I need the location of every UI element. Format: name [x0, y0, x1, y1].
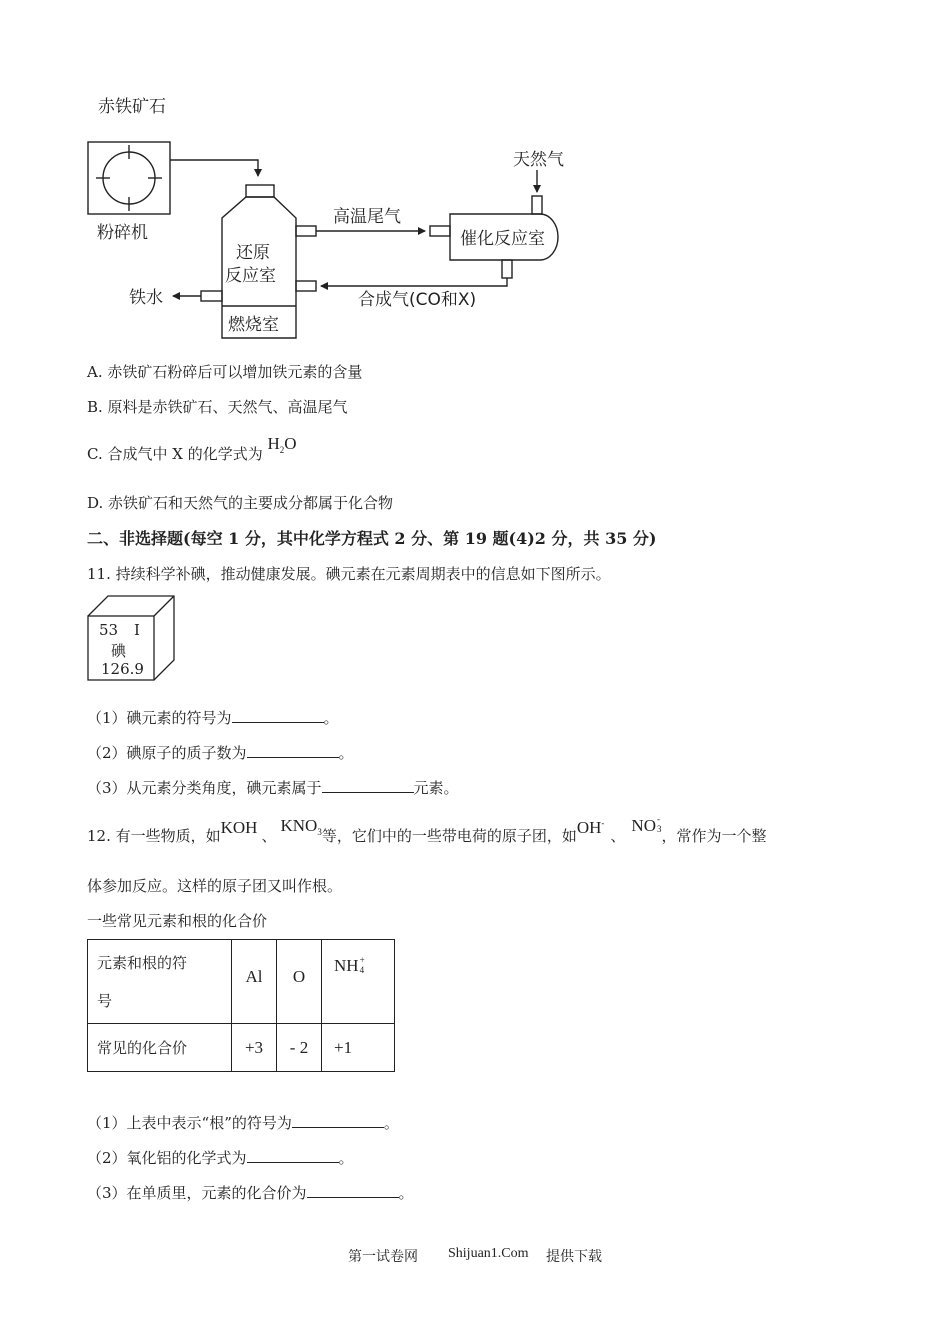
q12-part2-end: 。	[338, 1149, 354, 1167]
valence-nh4: +1	[322, 1024, 395, 1072]
koh-formula: KOH	[220, 818, 258, 837]
q11-part3-end: 元素。	[413, 779, 459, 797]
kno3-formula	[280, 816, 321, 835]
reactor-label-1: 还原	[236, 243, 270, 263]
iron-label: 铁水	[129, 288, 163, 308]
reactor-inlet	[246, 185, 274, 197]
kno3-main: KNO	[280, 816, 318, 835]
valence-table	[87, 939, 395, 1072]
crusher-label: 粉碎机	[97, 223, 148, 243]
table-title: 一些常见元素和根的化合价	[87, 912, 268, 930]
table-header-al: Al	[232, 940, 277, 1024]
section-heading: 二、非选择题(每空 1 分，其中化学方程式 2 分、第 19 题(4)2 分，共 35 分)	[87, 529, 657, 548]
q11-part2-text: （2）碘原子的质子数为	[87, 744, 247, 762]
q11-part1	[87, 707, 339, 728]
syngas-label: 合成气(CO和X)	[358, 290, 477, 310]
h2o-sub: 2	[279, 445, 285, 455]
option-d: D. 赤铁矿石和天然气的主要成分都属于化合物	[87, 494, 394, 512]
q12-part2-text: （2）氧化铝的化学式为	[87, 1149, 247, 1167]
table-header-label	[88, 940, 232, 1024]
burner-label: 燃烧室	[228, 315, 279, 335]
q12-part3-end: 。	[398, 1184, 414, 1202]
oh-charge: -	[601, 818, 605, 828]
valence-al: +3	[232, 1024, 277, 1072]
table-row-label: 常见的化合价	[88, 1024, 232, 1072]
option-b: B. 原料是赤铁矿石、天然气、高温尾气	[87, 398, 348, 416]
q11-part1-text: （1）碘元素的符号为	[87, 709, 232, 727]
q11-part1-end: 。	[323, 709, 339, 727]
q12-part1-end: 。	[383, 1114, 399, 1132]
no3-sub: 3	[656, 824, 662, 834]
element-symbol: I	[134, 621, 140, 639]
no3-ion	[631, 816, 661, 835]
answer-blank[interactable]	[247, 745, 339, 758]
nh4-sub: 4	[359, 965, 365, 975]
oh-main: OH	[576, 818, 602, 837]
option-c	[87, 434, 297, 464]
option-c-text: C. 合成气中 X 的化学式为	[87, 445, 263, 463]
natural-gas-label: 天然气	[513, 150, 564, 170]
element-number: 53	[99, 621, 119, 639]
kno3-sub: 3	[317, 827, 322, 837]
q11-part2	[87, 742, 354, 763]
q12-part3-text: （3）在单质里，元素的化合价为	[87, 1184, 307, 1202]
answer-blank[interactable]	[292, 1115, 384, 1128]
q12-line1	[87, 814, 767, 846]
header-label-2: 号	[97, 991, 113, 1010]
q12-part1	[87, 1112, 399, 1133]
option-a: A. 赤铁矿石粉碎后可以增加铁元素的含量	[87, 363, 363, 381]
no3-charge: -	[656, 814, 660, 824]
reactor-label-2: 反应室	[225, 266, 276, 286]
q11-part3-text: （3）从元素分类角度，碘元素属于	[87, 779, 322, 797]
element-name: 碘	[111, 642, 127, 660]
q12-part1-text: （1）上表中表示“根”的符号为	[87, 1114, 292, 1132]
footer-site: Shijuan1.Com	[448, 1246, 529, 1261]
syngas-arrow	[321, 278, 507, 286]
h2o-o: O	[284, 434, 297, 453]
answer-blank[interactable]	[232, 710, 324, 723]
q11-part3	[87, 777, 459, 798]
q12-text-3: ，常作为一个整	[661, 827, 767, 845]
answer-blank[interactable]	[322, 780, 414, 793]
tail-gas-label: 高温尾气	[333, 207, 401, 227]
table-header-o: O	[277, 940, 322, 1024]
h2o-h: H	[267, 434, 280, 453]
q12-line2: 体参加反应。这样的原子团又叫作根。	[87, 877, 343, 895]
h2o-formula	[267, 434, 296, 453]
ore-label: 赤铁矿石	[98, 97, 166, 117]
answer-blank[interactable]	[247, 1150, 339, 1163]
q11-stem: 11. 持续科学补碘，推动健康发展。碘元素在元素周期表中的信息如下图所示。	[87, 565, 611, 583]
catalytic-label: 催化反应室	[460, 229, 545, 249]
oh-ion	[577, 818, 605, 837]
q12-part3	[87, 1182, 414, 1203]
q12-sep-1: 、	[261, 827, 277, 845]
ore-feed-line	[170, 160, 258, 176]
nh4-main: NH	[334, 956, 359, 975]
footer-download: 提供下载	[546, 1249, 602, 1265]
q11-part2-end: 。	[338, 744, 354, 762]
process-diagram	[0, 0, 950, 345]
table-header-nh4	[322, 940, 395, 1024]
q12-sep-2: 、	[610, 827, 626, 845]
nh4-charge: +	[359, 955, 365, 965]
element-mass: 126.9	[101, 660, 144, 678]
q12-part2	[87, 1147, 354, 1168]
q12-text-2: 等，它们中的一些带电荷的原子团，如	[321, 827, 577, 845]
header-label-1: 元素和根的符	[97, 953, 188, 972]
no3-main: NO	[631, 816, 656, 835]
valence-o: - 2	[277, 1024, 322, 1072]
footer-source: 第一试卷网	[348, 1249, 418, 1265]
answer-blank[interactable]	[307, 1185, 399, 1198]
q12-text-1: 12. 有一些物质，如	[87, 827, 221, 845]
